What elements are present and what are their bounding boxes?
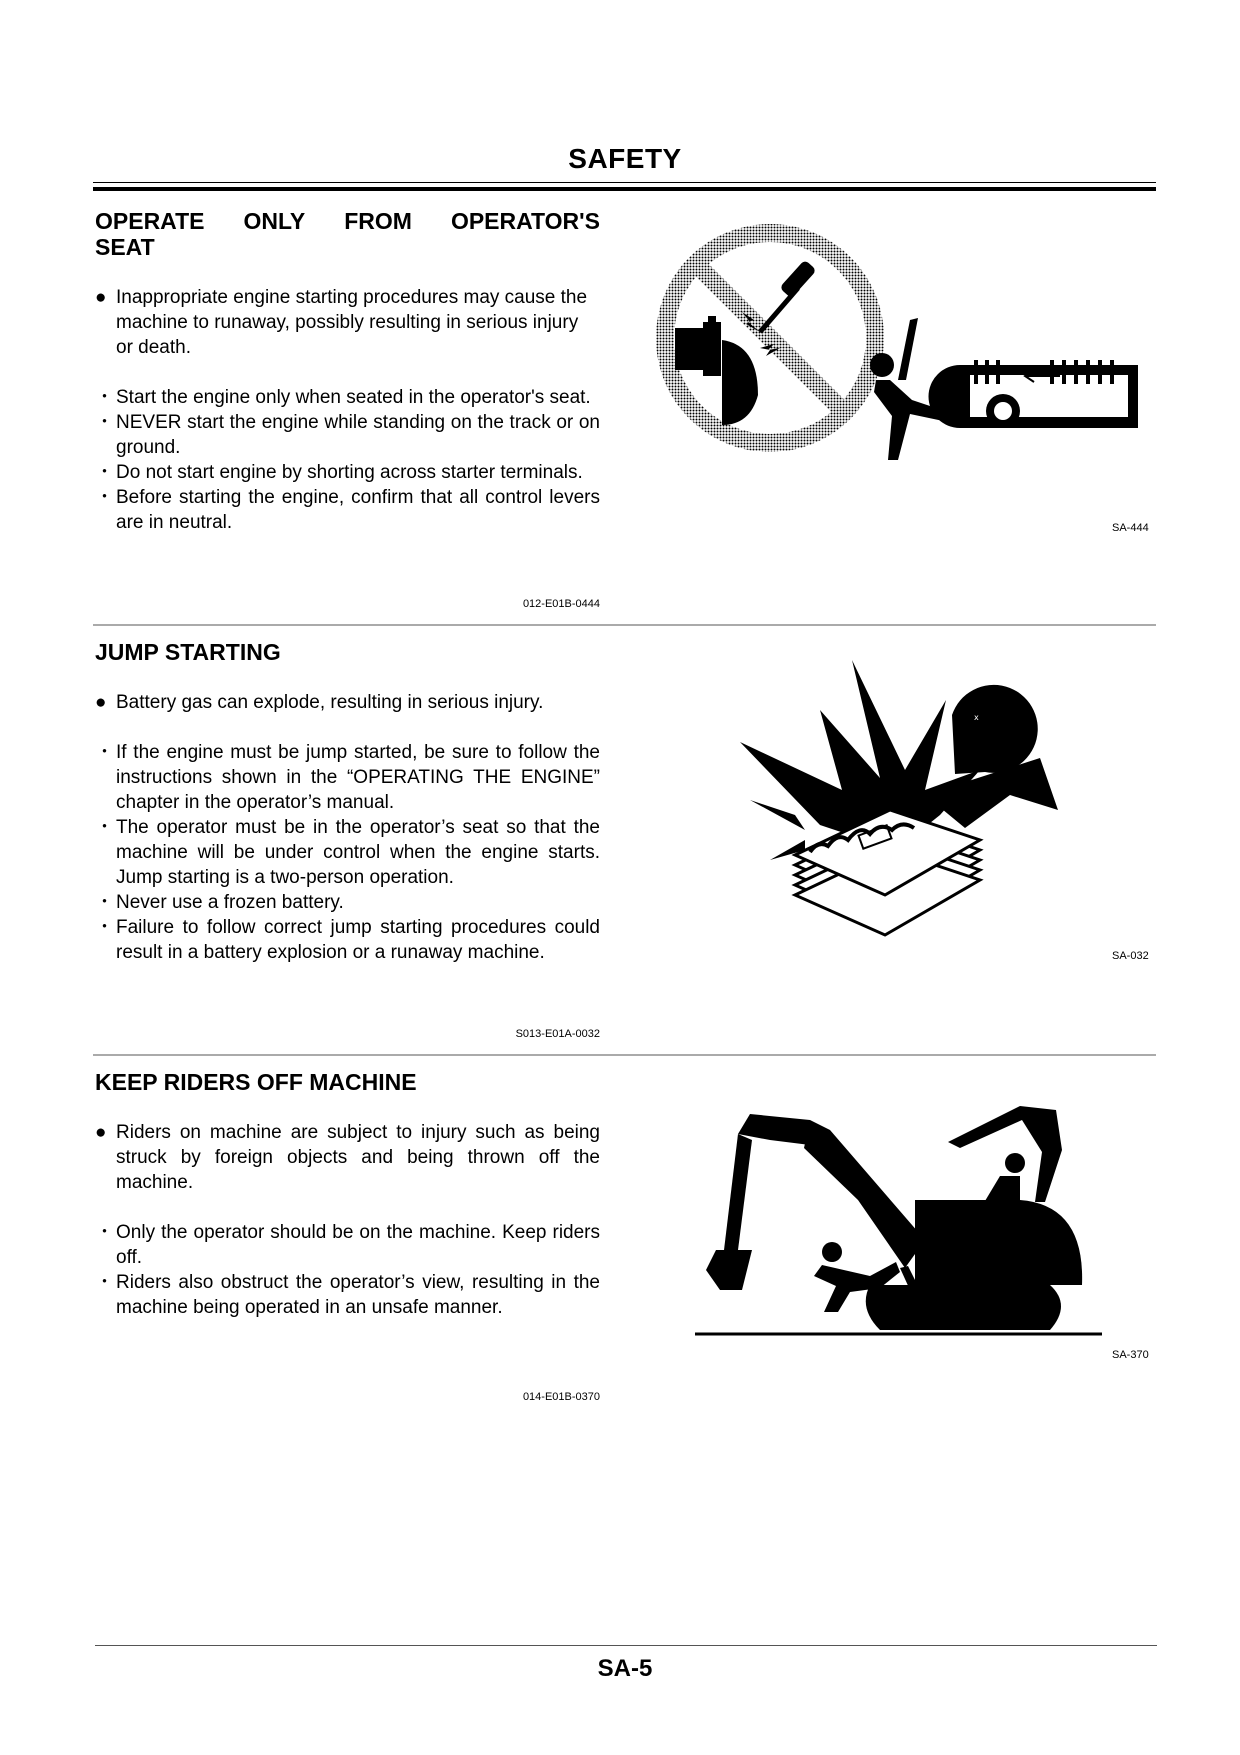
section-ref: S013-E01A-0032 — [515, 1028, 600, 1040]
sub-mark: ・ — [95, 1222, 115, 1243]
sub-mark: ・ — [95, 462, 115, 483]
sub-text: Only the operator should be on the machine. Keep riders off. — [116, 1222, 600, 1268]
section-title-line2: SEAT — [95, 234, 155, 260]
title-word: OPERATE — [95, 208, 205, 234]
sub-item — [95, 1270, 600, 1320]
sub-mark: ・ — [95, 892, 115, 913]
title-word: OPERATOR'S — [450, 208, 600, 234]
figure-excavator-rider — [690, 1090, 1110, 1340]
section-ref: 012-E01B-0444 — [522, 598, 600, 610]
sub-mark: ・ — [95, 487, 115, 508]
sub-list — [95, 740, 600, 965]
bullet-dot: ● — [95, 692, 107, 713]
section-operate-seat — [95, 208, 600, 535]
sub-item — [95, 890, 600, 915]
sub-mark: ・ — [95, 917, 115, 938]
sub-item — [95, 740, 600, 815]
figure-ref: SA-032 — [1112, 950, 1149, 962]
bullet-item — [95, 690, 600, 715]
footer-rule — [95, 1645, 1157, 1646]
bullet-text: Battery gas can explode, resulting in serious injury. — [116, 692, 544, 713]
sub-text: Riders also obstruct the operator’s view, resulting in the machine being operated in an unsafe manner. — [116, 1272, 600, 1318]
figure-ref: SA-370 — [1112, 1349, 1149, 1361]
section-ref: 014-E01B-0370 — [522, 1391, 600, 1403]
figure-battery-explosion — [710, 650, 1070, 950]
sub-mark: ・ — [95, 387, 115, 408]
page-number: SA-5 — [597, 1655, 653, 1682]
section-title: JUMP STARTING — [95, 639, 281, 665]
section-divider — [93, 1054, 1156, 1056]
section-title — [95, 208, 600, 234]
section-keep-riders-off — [95, 1069, 600, 1320]
sub-mark: ・ — [95, 412, 115, 433]
sub-text: The operator must be in the operator’s seat so that the machine will be under control when the engine starts. Jump starting is a two-person operation. — [116, 817, 600, 888]
sub-item — [95, 815, 600, 890]
sub-mark: ・ — [95, 1272, 115, 1293]
sub-text: NEVER start the engine while standing on the track or on ground. — [116, 412, 600, 458]
header-rule-thin — [93, 182, 1156, 183]
title-word: FROM — [344, 208, 412, 234]
sub-text: Failure to follow correct jump starting procedures could result in a battery explosion or a runaway machine. — [116, 917, 600, 963]
sub-list — [95, 1220, 600, 1320]
sub-mark: ・ — [95, 817, 115, 838]
sub-text: If the engine must be jump started, be sure to follow the instructions shown in the “OPERATING THE ENGINE” chapter in the operator’s manual. — [116, 742, 600, 813]
bullet-item — [95, 285, 600, 360]
sub-text: Before starting the engine, confirm that all control levers are in neutral. — [116, 487, 600, 533]
sub-item — [95, 385, 600, 410]
sub-text: Do not start engine by shorting across starter terminals. — [116, 462, 583, 483]
figure-ref: SA-444 — [1112, 522, 1149, 534]
section-title: KEEP RIDERS OFF MACHINE — [95, 1069, 417, 1095]
sub-mark: ・ — [95, 742, 115, 763]
figure-no-shorting-starter — [650, 220, 1150, 480]
sub-text: Never use a frozen battery. — [116, 892, 344, 913]
sub-item — [95, 485, 600, 535]
sub-item — [95, 1220, 600, 1270]
section-jump-starting — [95, 639, 600, 965]
svg-text:x: x — [974, 713, 979, 722]
sub-item — [95, 460, 600, 485]
bullet-item — [95, 1120, 600, 1195]
section-divider — [93, 624, 1156, 626]
sub-text: Start the engine only when seated in the operator's seat. — [116, 387, 591, 408]
page-title: SAFETY — [568, 143, 682, 174]
bullet-text: Riders on machine are subject to injury such as being struck by foreign objects and being thrown off the machine. — [116, 1122, 600, 1193]
bullet-dot: ● — [95, 287, 107, 308]
sub-item — [95, 915, 600, 965]
header-rule-thick — [93, 187, 1156, 191]
sub-item — [95, 410, 600, 460]
title-word: ONLY — [243, 208, 306, 234]
bullet-text: Inappropriate engine starting procedures may cause the machine to runaway, possibly resulting in serious injury or death. — [116, 287, 588, 358]
bullet-dot: ● — [95, 1122, 107, 1143]
sub-list — [95, 385, 600, 535]
